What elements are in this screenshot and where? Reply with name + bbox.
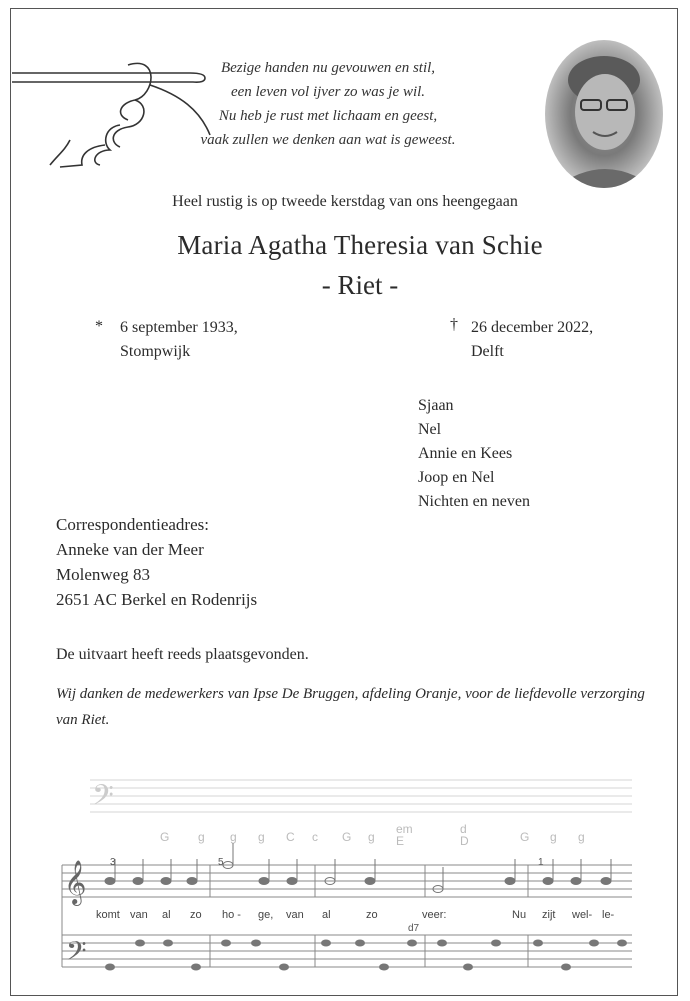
correspondence-name: Anneke van der Meer <box>56 540 204 559</box>
lyric-syllable: ge, <box>258 909 274 921</box>
death-symbol: † <box>450 316 458 333</box>
measure-number: 1 <box>538 857 544 868</box>
chord-label: d <box>460 822 467 836</box>
chord-label: G <box>342 830 352 844</box>
music-note <box>279 964 289 971</box>
deceased-nickname: - Riet - <box>321 270 399 300</box>
music-note <box>355 940 365 947</box>
music-note <box>589 940 599 947</box>
music-note <box>463 964 473 971</box>
birth-place: Stompwijk <box>120 343 191 360</box>
intro-text: Heel rustig is op tweede kerstdag van ons heengegaan <box>172 193 518 210</box>
chord-label: g <box>578 830 585 844</box>
chord-label: c <box>312 830 318 844</box>
music-note <box>617 940 627 947</box>
chord-label: g <box>550 830 557 844</box>
birth-info <box>120 316 238 364</box>
lyric-syllable: zijt <box>542 909 556 921</box>
music-note <box>407 940 417 947</box>
music-note <box>505 878 515 885</box>
correspondence-street: Molenweg 83 <box>56 565 150 584</box>
music-note <box>491 940 501 947</box>
portrait-figure <box>545 40 663 188</box>
music-note <box>251 940 261 947</box>
correspondence-city: 2651 AC Berkel en Rodenrijs <box>56 590 258 609</box>
lyric-syllable: van <box>286 909 304 921</box>
measure-number: 3 <box>110 857 116 868</box>
death-place: Delft <box>471 343 504 360</box>
music-note <box>365 878 375 885</box>
chord-label: d7 <box>408 923 420 934</box>
thanks-note: Wij danken de medewerkers van Ipse De Bruggen, afdeling Oranje, voor de liefdevolle verzorging van Riet. <box>56 686 645 728</box>
lyric-syllable: le- <box>602 909 615 921</box>
lyric-syllable: wel- <box>572 909 593 921</box>
lyric-syllable: veer: <box>422 909 447 921</box>
music-note <box>221 940 231 947</box>
music-note <box>105 878 115 885</box>
chord-label: g <box>258 830 265 844</box>
poem-line: vaak zullen we denken aan wat is geweest. <box>200 132 456 148</box>
music-note <box>533 940 543 947</box>
music-note <box>105 964 115 971</box>
music-note <box>187 878 197 885</box>
music-note <box>321 940 331 947</box>
chord-label: g <box>368 830 375 844</box>
music-note <box>601 878 611 885</box>
music-note <box>191 964 201 971</box>
bass-clef-icon: 𝄢 <box>92 779 114 819</box>
chord-label: E <box>396 834 405 848</box>
correspondence-address <box>56 512 257 612</box>
music-note <box>259 878 269 885</box>
chord-label: em <box>396 822 413 836</box>
family-member: Sjaan <box>418 397 454 414</box>
deceased-name: Maria Agatha Theresia van Schie <box>177 230 543 260</box>
music-note <box>163 940 173 947</box>
death-info <box>471 316 593 364</box>
measure-number: 5 <box>218 857 224 868</box>
music-note <box>135 940 145 947</box>
chord-label: g <box>230 830 237 844</box>
chord-label: G <box>160 830 170 844</box>
chord-label: g <box>198 830 205 844</box>
poem-line: een leven vol ijver zo was je wil. <box>230 84 426 100</box>
lyric-syllable: Nu <box>512 909 527 921</box>
lyric-syllable: ho - <box>222 909 241 921</box>
music-note <box>133 878 143 885</box>
music-note <box>543 878 553 885</box>
music-note <box>571 878 581 885</box>
lyric-syllable: zo <box>190 909 202 921</box>
music-note <box>287 878 297 885</box>
family-member: Joop en Nel <box>418 469 495 486</box>
chord-label: G <box>520 830 530 844</box>
treble-clef-icon: 𝄞 <box>64 860 87 904</box>
lyric-syllable: al <box>322 909 331 921</box>
lyric-syllable: van <box>130 909 148 921</box>
family-list <box>418 394 530 514</box>
family-member: Annie en Kees <box>418 445 513 462</box>
poem-line: Bezige handen nu gevouwen en stil, <box>220 60 436 76</box>
lyric-syllable: zo <box>366 909 378 921</box>
death-date: 26 december 2022, <box>471 319 594 336</box>
lyric-syllable: komt <box>96 909 120 921</box>
music-note <box>437 940 447 947</box>
chord-label: D <box>460 834 469 848</box>
music-note <box>161 878 171 885</box>
bass-clef-icon: 𝄢 <box>66 935 87 973</box>
chord-label: C <box>286 830 295 844</box>
music-note <box>379 964 389 971</box>
sheet-music <box>50 755 640 980</box>
family-member: Nichten en neven <box>418 493 530 510</box>
portrait-photo <box>545 40 663 188</box>
family-member: Nel <box>418 421 442 438</box>
poem <box>178 56 478 152</box>
birth-symbol: * <box>95 318 103 335</box>
funeral-note: De uitvaart heeft reeds plaatsgevonden. <box>56 646 309 663</box>
lyric-syllable: al <box>162 909 171 921</box>
correspondence-heading: Correspondentieadres: <box>56 515 209 534</box>
music-note <box>561 964 571 971</box>
birth-date: 6 september 1933, <box>120 319 238 336</box>
poem-line: Nu heb je rust met lichaam en geest, <box>218 108 438 124</box>
